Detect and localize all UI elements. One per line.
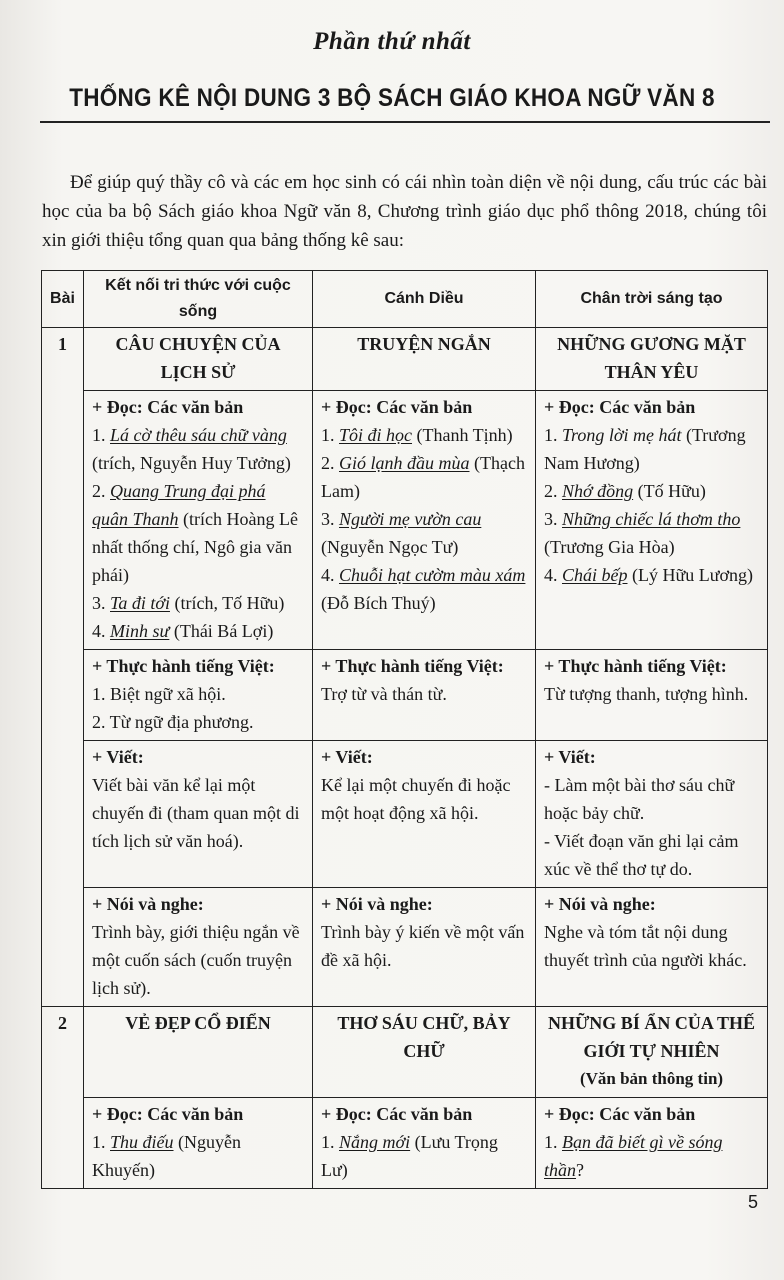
doc-label: + Đọc: Các văn bản [544, 1104, 696, 1124]
table-row [42, 650, 768, 741]
table-row [42, 328, 768, 391]
bai1-thtv-c2: + Thực hành tiếng Việt: Trợ từ và thán từ. [313, 650, 536, 741]
bai-1-number: 1 [42, 328, 84, 1007]
text-title: Nắng mới [339, 1132, 411, 1152]
doc-label: + Đọc: Các văn bản [321, 397, 473, 417]
bai1-thtv-c1: + Thực hành tiếng Việt: 1. Biệt ngữ xã hội. 2. Từ ngữ địa phương. [84, 650, 313, 741]
viet-label: + Viết: [92, 747, 144, 767]
bai1-noi-c2: + Nói và nghe: Trình bày ý kiến về một vấn đề xã hội. [313, 888, 536, 1007]
text-title: Ta đi tới [110, 593, 170, 613]
doc-label: + Đọc: Các văn bản [321, 1104, 473, 1124]
bai1-noi-c1: + Nói và nghe: Trình bày, giới thiệu ngắn về một cuốn sách (cuốn truyện lịch sử). [84, 888, 313, 1007]
statistics-table [41, 270, 768, 1189]
table-header-row [42, 271, 768, 328]
table-row [42, 888, 768, 1007]
text-title: Chái bếp [562, 565, 628, 585]
bai1-noi-c3: + Nói và nghe: Nghe và tóm tắt nội dung thuyết trình của người khác. [536, 888, 768, 1007]
viet-label: + Viết: [544, 747, 596, 767]
doc-label: + Đọc: Các văn bản [92, 397, 244, 417]
text-title: Tôi đi học [339, 425, 413, 445]
thtv-label: + Thực hành tiếng Việt: [321, 656, 504, 676]
text-title: Người mẹ vườn cau [339, 509, 482, 529]
text-title: Trong lời mẹ hát [562, 425, 682, 445]
bai1-thtv-c3: + Thực hành tiếng Việt: Từ tượng thanh, tượng hình. [536, 650, 768, 741]
viet-label: + Viết: [321, 747, 373, 767]
bai1-viet-c2: + Viết: Kể lại một chuyến đi hoặc một hoạt động xã hội. [313, 741, 536, 888]
text-title: Chuỗi hạt cườm màu xám [339, 565, 526, 585]
header-ket-noi: Kết nối tri thức với cuộc sống [84, 271, 313, 328]
table-row [42, 741, 768, 888]
table-row [42, 1007, 768, 1098]
text-title: Gió lạnh đầu mùa [339, 453, 470, 473]
doc-label: + Đọc: Các văn bản [544, 397, 696, 417]
bai1-lesson-c1: CÂU CHUYỆN CỦA LỊCH SỬ [84, 328, 313, 391]
table-row [42, 1098, 768, 1189]
text-title: Thu điếu [110, 1132, 174, 1152]
bai1-lesson-c2: TRUYỆN NGẮN [313, 328, 536, 391]
bai-2-number: 2 [42, 1007, 84, 1189]
noi-label: + Nói và nghe: [92, 894, 204, 914]
table-row [42, 391, 768, 650]
bai2-doc-c2: + Đọc: Các văn bản 1. Nắng mới (Lưu Trọng Lư) [313, 1098, 536, 1189]
header-canh-dieu: Cánh Diều [313, 271, 536, 328]
page-number: 5 [747, 1192, 758, 1212]
thtv-label: + Thực hành tiếng Việt: [544, 656, 727, 676]
header-bai: Bài [42, 271, 84, 328]
text-title: Lá cờ thêu sáu chữ vàng [110, 425, 287, 445]
title-divider [40, 121, 770, 123]
doc-label: + Đọc: Các văn bản [92, 1104, 244, 1124]
text-title: Minh sư [110, 621, 170, 641]
bai1-doc-c2: + Đọc: Các văn bản 1. Tôi đi học (Thanh Tịnh) 2. Gió lạnh đầu mùa (Thạch Lam) 3. Người mẹ vườn cau (Nguyễn Ngọc Tư) 4. Chuỗi hạt cườm màu xám (Đỗ Bích Thuý) [313, 391, 536, 650]
noi-label: + Nói và nghe: [321, 894, 433, 914]
text-title: Bạn đã biết gì về sóng thần [544, 1132, 723, 1180]
part-title: Phần thứ nhất [313, 28, 471, 55]
bai2-lesson-c1: VẺ ĐẸP CỔ ĐIỂN [84, 1007, 313, 1098]
bai1-viet-c1: + Viết: Viết bài văn kể lại một chuyến đi (tham quan một di tích lịch sử văn hoá). [84, 741, 313, 888]
bai1-doc-c1: + Đọc: Các văn bản 1. Lá cờ thêu sáu chữ vàng (trích, Nguyễn Huy Tưởng) 2. Quang Trung đại phá quân Thanh (trích Hoàng Lê nhất thống chí, Ngô gia văn phái) 3. Ta đi tới (trích, Tố Hữu) 4. Minh sư (Thái Bá Lợi) [84, 391, 313, 650]
bai1-viet-c3: + Viết: - Làm một bài thơ sáu chữ hoặc bảy chữ. - Viết đoạn văn ghi lại cảm xúc về thể thơ tự do. [536, 741, 768, 888]
bai1-doc-c3: + Đọc: Các văn bản 1. Trong lời mẹ hát (Trương Nam Hương) 2. Nhớ đồng (Tố Hữu) 3. Những chiếc lá thơm tho (Trương Gia Hòa) 4. Chái bếp (Lý Hữu Lương) [536, 391, 768, 650]
noi-label: + Nói và nghe: [544, 894, 656, 914]
intro-paragraph: Để giúp quý thầy cô và các em học sinh có cái nhìn toàn diện về nội dung, cấu trúc các bài học của ba bộ Sách giáo khoa Ngữ văn 8, Chương trình giáo dục phổ thông 2018, chúng tôi xin giới thiệu tổng quan qua bảng thống kê sau: [42, 172, 767, 251]
thtv-label: + Thực hành tiếng Việt: [92, 656, 275, 676]
text-title: Quang Trung đại phá quân Thanh [92, 481, 266, 529]
bai2-doc-c1: + Đọc: Các văn bản 1. Thu điếu (Nguyễn Khuyến) [84, 1098, 313, 1189]
text-title: Nhớ đồng [562, 481, 634, 501]
bai2-doc-c3: + Đọc: Các văn bản 1. Bạn đã biết gì về sóng thần? [536, 1098, 768, 1189]
bai2-lesson-c2: THƠ SÁU CHỮ, BẢY CHỮ [313, 1007, 536, 1098]
bai1-lesson-c3: NHỮNG GƯƠNG MẶT THÂN YÊU [536, 328, 768, 391]
main-title: THỐNG KÊ NỘI DUNG 3 BỘ SÁCH GIÁO KHOA NGỮ VĂN 8 [69, 84, 715, 112]
header-chan-troi: Chân trời sáng tạo [536, 271, 768, 328]
text-title: Những chiếc lá thơm tho [562, 509, 741, 529]
bai2-lesson-c3: NHỮNG BÍ ẨN CỦA THẾ GIỚI TỰ NHIÊN (Văn bản thông tin) [536, 1007, 768, 1098]
lesson-subtitle: (Văn bản thông tin) [579, 1069, 724, 1088]
